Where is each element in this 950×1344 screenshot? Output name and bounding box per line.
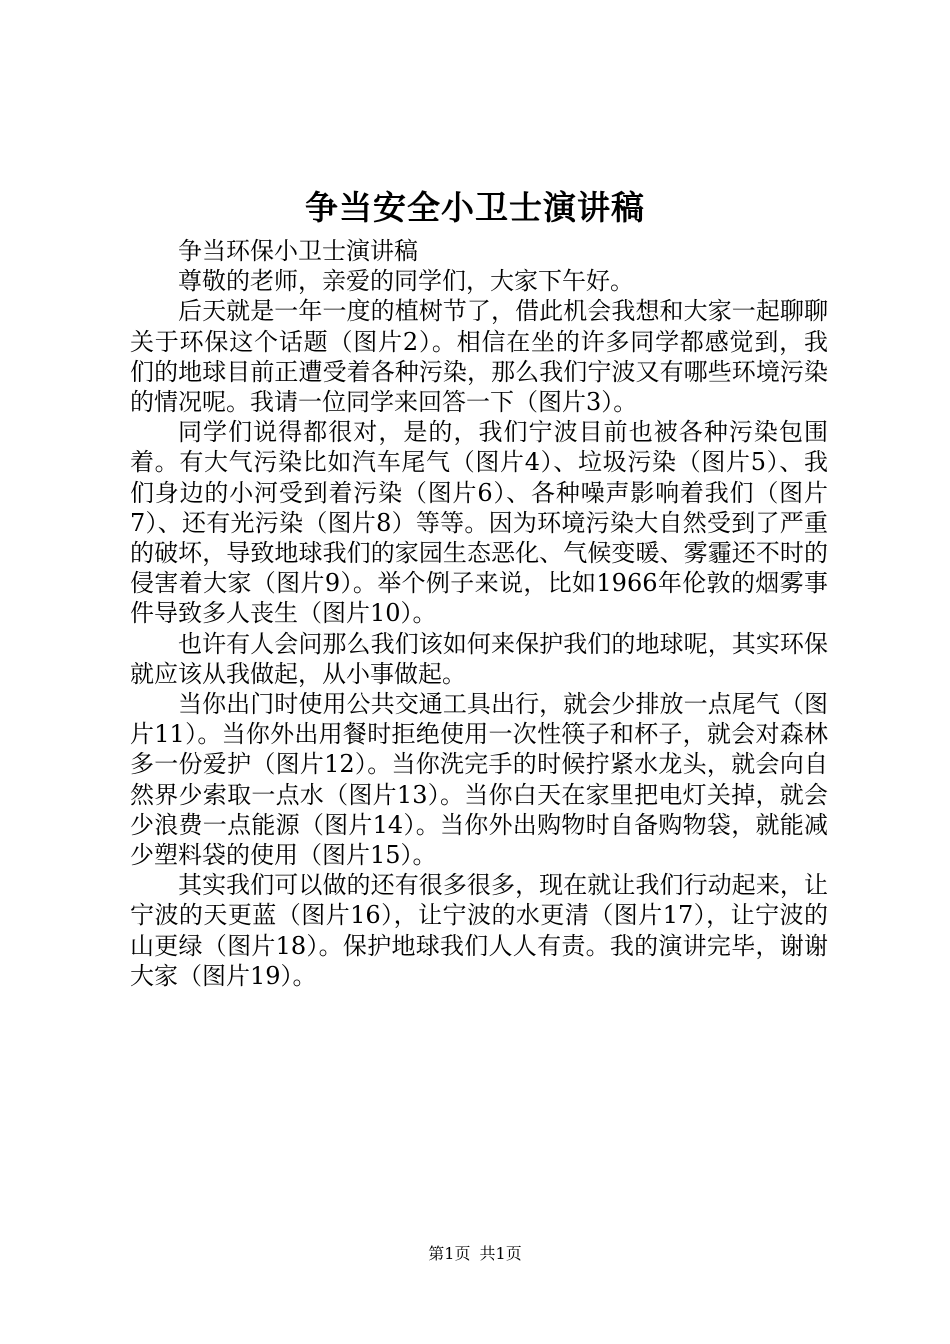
page-title: 争当安全小卫士演讲稿	[305, 188, 645, 227]
page-number-current: 第1页	[428, 1244, 471, 1263]
paragraph: 同学们说得都很对，是的，我们宁波目前也被各种污染包围着。有大气污染比如汽车尾气（图片4）、垃圾污染（图片5）、我们身边的小河受到着污染（图片6）、各种噪声影响着我们（图片7）、还有光污染（图片8）等等。因为环境污染大自然受到了严重的破坏，导致地球我们的家园生态恶化、气候变暖、雾霾还不时的侵害着大家（图片9）。举个例子来说，比如1966年伦敦的烟雾事件导致多人丧生（图片10）。	[130, 418, 828, 628]
paragraph: 也许有人会问那么我们该如何来保护我们的地球呢，其实环保就应该从我做起，从小事做起。	[130, 629, 828, 688]
paragraph-closing: 其实我们可以做的还有很多很多，现在就让我们行动起来，让宁波的天更蓝（图片16），让宁波的水更清（图片17），让宁波的山更绿（图片18）。保护地球我们人人有责。我的演讲完毕，谢谢大家（图片19）。	[130, 871, 828, 990]
paragraph-subtitle: 争当环保小卫士演讲稿	[178, 237, 418, 265]
page-footer	[0, 1243, 950, 1265]
page-number-total: 共1页	[479, 1244, 522, 1263]
document-body	[130, 236, 828, 991]
paragraph: 后天就是一年一度的植树节了，借此机会我想和大家一起聊聊关于环保这个话题（图片2）。相信在坐的许多同学都感觉到，我们的地球目前正遭受着各种污染，那么我们宁波又有哪些环境污染的情况呢。我请一位同学来回答一下（图片3）。	[130, 297, 828, 417]
paragraph: 当你出门时使用公共交通工具出行，就会少排放一点尾气（图片11）。当你外出用餐时拒绝使用一次性筷子和杯子，就会对森林多一份爱护（图片12）。当你洗完手的时候拧紧水龙头，就会向自然界少索取一点水（图片13）。当你白天在家里把电灯关掉，就会少浪费一点能源（图片14）。当你外出购物时自备购物袋，就能减少塑料袋的使用（图片15）。	[130, 690, 828, 870]
paragraph-greeting: 尊敬的老师，亲爱的同学们，大家下午好。	[178, 267, 634, 296]
